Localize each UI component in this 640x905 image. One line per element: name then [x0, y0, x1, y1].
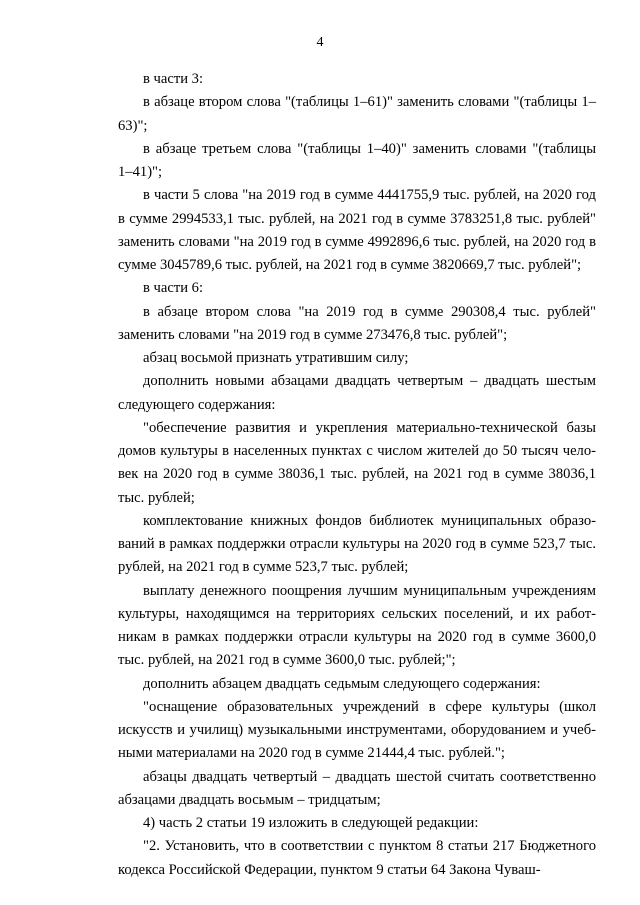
paragraph: абзацы двадцать четвертый – двадцать шестой считать соответственно абзацами двадцать восьмым – тридцатым; [118, 768, 596, 808]
paragraph: 4) часть 2 статьи 19 изложить в следующей редакции: [143, 815, 479, 831]
paragraph: в абзаце втором слова "на 2019 год в сумме 290308,4 тыс. рублей" заменить словами "на 2019 год в сумме 273476,8 тыс. рублей"; [118, 303, 596, 343]
paragraph: абзац восьмой признать утратившим силу; [143, 350, 409, 366]
paragraph: "обеспечение развития и укрепления материально-технической базы домов культуры в населенных пунктах с числом жителей до 50 тысяч человек на 2020 год в сумме 38036,1 тыс. рублей, на 2021 год в сумме 38036,1 тыс. рублей; [118, 419, 596, 506]
paragraph: дополнить абзацем двадцать седьмым следующего содержания: [143, 675, 541, 692]
paragraph: в абзаце третьем слова "(таблицы 1–40)" заменить словами "(таблицы 1–41)"; [118, 140, 596, 180]
paragraph: "2. Установить, что в соответствии с пунктом 8 статьи 217 Бюджетного кодекса Российской Федерации, пунктом 9 статьи 64 Закона Чуваш- [118, 838, 596, 878]
paragraph: в части 5 слова "на 2019 год в сумме 4441755,9 тыс. рублей, на 2020 год в сумме 2994533,1 тыс. рублей, на 2021 год в сумме 3783251,8 тыс. рублей" заменить словами "на 2019 год в сумме 4992896,6 тыс. рублей, на 2020 год в сумме 3045789,6 тыс. рублей, на 2021 год в сумме 3820669,7 тыс. рублей"; [118, 187, 596, 273]
paragraph: комплектование книжных фондов библиотек муниципальных образований в рамках поддержки отрасли культуры на 2020 год в сумме 523,7 тыс. рублей, на 2021 год в сумме 523,7 тыс. рублей; [118, 512, 596, 576]
page-number: 4 [316, 35, 324, 50]
paragraph: выплату денежного поощрения лучшим муниципальным учреждениям культуры, находящимся на территориях сельских поселений, и их работникам в рамках поддержки отрасли культуры на 2020 год в сумме 3600,0 тыс. рублей, на 2021 год в сумме 3600,0 тыс. рублей;"; [118, 582, 596, 669]
paragraph: "оснащение образовательных учреждений в сфере культуры (школ искусств и училищ) музыкальными инструментами, оборудованием и учебными материалами на 2020 год в сумме 21444,4 тыс. рублей."; [118, 698, 596, 762]
paragraph: дополнить новыми абзацами двадцать четвертым – двадцать шестым следующего содержания: [118, 373, 596, 413]
document-body [118, 68, 596, 882]
paragraph: в части 3: [143, 71, 204, 87]
paragraph: в абзаце втором слова "(таблицы 1–61)" заменить словами "(таблицы 1–63)"; [118, 94, 596, 134]
paragraph: в части 6: [143, 280, 204, 297]
